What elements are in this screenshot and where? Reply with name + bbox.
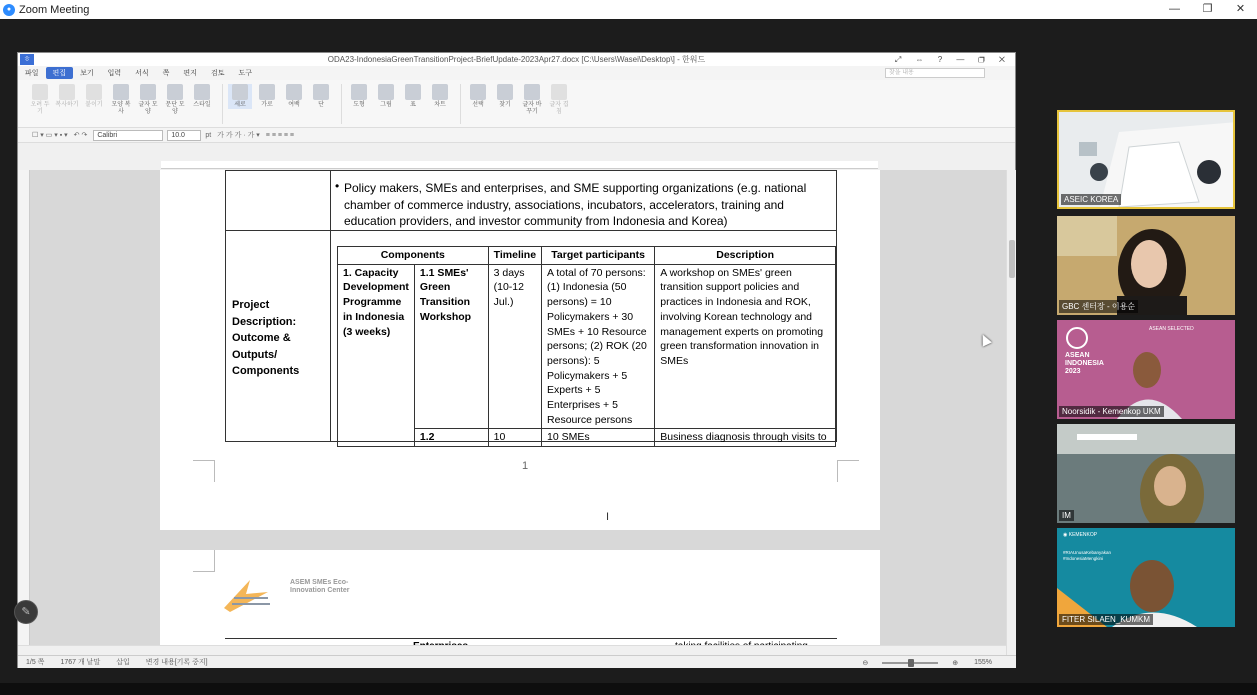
ribbon-tool-icon [470, 84, 486, 100]
ribbon-button[interactable] [82, 84, 106, 109]
page-corner-mark [193, 460, 215, 482]
participant-name: Noorsidik - Kemenkop UKM [1059, 406, 1164, 417]
ribbon-tool-icon [259, 84, 275, 100]
menu-edit[interactable]: 편집 [46, 67, 74, 79]
page-corner-mark [837, 460, 859, 482]
ribbon-button-label: 글자 겹침 [549, 102, 569, 115]
participant-tile-gbc[interactable] [1057, 216, 1235, 315]
header-components: Components [338, 247, 489, 265]
ribbon-button[interactable] [228, 84, 252, 109]
zoom-slider[interactable] [882, 662, 938, 664]
ribbon-button[interactable] [136, 84, 160, 116]
participant-tile-noorsidik[interactable] [1057, 320, 1235, 419]
zoom-level[interactable]: 155% [974, 659, 992, 666]
ribbon-button-label: 오려 두기 [30, 102, 50, 115]
document-area[interactable] [18, 170, 1006, 655]
format-toolbar [18, 128, 1015, 143]
zoom-title-bar [0, 0, 1257, 19]
ribbon-button-label: 글자 모양 [138, 102, 158, 115]
ribbon-tool-icon [378, 84, 394, 100]
asem-logo-mark [220, 574, 272, 614]
ribbon-button[interactable] [55, 84, 79, 109]
ribbon-tool-icon [194, 84, 210, 100]
cell-subcomponent: 1.1 SMEs' Green Transition Workshop [414, 264, 488, 429]
ribbon-tool-icon [351, 84, 367, 100]
horizontal-ruler [161, 161, 878, 169]
ribbon-button-label: 표 [410, 102, 416, 108]
toolbar-file-icons[interactable]: ☐ ▾ ▭ ▾ ▪ ▾ [32, 132, 68, 139]
ribbon-button[interactable] [374, 84, 398, 109]
status-words: 1767 개 낱말 [60, 659, 101, 666]
cell-participants: A total of 70 persons: (1) Indonesia (50 persons) = 10 Policymakers + 30 SMEs + 10 Resource persons; (2) ROK (20 persons): 5 Policymakers + 5 Experts + 5 Enterprises + 5 Resource persons [542, 264, 655, 429]
ribbon-button-label: 세로 [234, 102, 246, 108]
editor-status-bar [18, 655, 1016, 668]
cell-description: Business diagnosis through visits to [655, 429, 836, 447]
ribbon-tool-icon [405, 84, 421, 100]
ribbon-button[interactable] [401, 84, 425, 109]
ribbon-button[interactable] [347, 84, 371, 109]
ribbon-button[interactable] [547, 84, 571, 116]
ribbon-button-label: 여백 [288, 102, 300, 108]
participant-name: ASEIC KOREA [1061, 194, 1121, 205]
ribbon-button[interactable] [109, 84, 133, 116]
menu-mail[interactable]: 편지 [183, 70, 197, 77]
zoom-bottom-bar [0, 683, 1257, 695]
ribbon-separator [222, 84, 223, 124]
table-row-target-groups [225, 170, 837, 230]
ribbon-tool-icon [59, 84, 75, 100]
window-controls [1158, 0, 1257, 19]
participant-tile-im[interactable] [1057, 424, 1235, 523]
asean-banner-caption: ASEAN SELECTED [1149, 326, 1194, 332]
target-groups-text: Policy makers, SMEs and enterprises, and SME supporting organizations (e.g. national chamber of commerce industry, associations, incubators, accelerators, training and education providers, and investor community from Indonesia and Korea) [344, 181, 807, 228]
participant-name: IM [1059, 510, 1074, 521]
ribbon-button[interactable] [28, 84, 52, 116]
cell-participants: 10 SMEs [542, 429, 655, 447]
ribbon-button-label: 문단 모양 [165, 102, 185, 115]
font-size-input[interactable]: 10.0 [167, 130, 201, 141]
ribbon-button-label: 단 [318, 102, 324, 108]
font-name-select[interactable]: Calibri [93, 130, 163, 141]
ribbon-button-label: 선택 [472, 102, 484, 108]
editor-search-input[interactable]: 찾을 내용 [885, 68, 985, 78]
ribbon-button[interactable] [255, 84, 279, 109]
ribbon-tool-icon [432, 84, 448, 100]
menu-insert[interactable]: 입력 [107, 70, 122, 77]
zoom-window-title: Zoom Meeting [19, 3, 90, 16]
menu-tools[interactable]: 도구 [238, 70, 253, 77]
align-icons[interactable]: ≡ ≡ ≡ ≡ ≡ [265, 131, 294, 139]
participant-tile-asiec-korea[interactable] [1057, 110, 1235, 209]
ribbon-button-label: 스타일 [193, 102, 211, 108]
asean-banner-text: ASEAN INDONESIA 2023 [1065, 352, 1104, 375]
text-cursor-icon: I [606, 511, 610, 523]
editor-ribbon [18, 80, 1015, 128]
ribbon-tool-icon [286, 84, 302, 100]
ribbon-button[interactable] [190, 84, 214, 109]
meeting-stage [0, 19, 1257, 683]
editor-menu-bar [18, 66, 1015, 80]
ribbon-button[interactable] [493, 84, 517, 109]
components-table[interactable] [337, 246, 836, 447]
status-page[interactable]: 1/5 쪽 [26, 659, 45, 666]
project-description-label-cell [226, 231, 331, 441]
participant-tile-fiter-silaen[interactable] [1057, 528, 1235, 627]
ribbon-button[interactable] [163, 84, 187, 116]
zoom-out-icon[interactable]: ⊖ [862, 659, 869, 667]
header-timeline: Timeline [488, 247, 541, 265]
cell-description: A workshop on SMEs' green transition support policies and practices in Indonesia and ROK, involving Korean technology and management experts on promoting green transformation innovation in SMEs [655, 264, 836, 429]
vertical-ruler [18, 170, 30, 655]
participant-name: GBC 센터장 - 이용순 [1059, 300, 1138, 313]
participant-name: FITER SILAEN_KUMKM [1059, 614, 1153, 625]
horizontal-scrollbar[interactable] [18, 645, 1006, 655]
ribbon-tool-icon [140, 84, 156, 100]
status-track[interactable]: 변경 내용[기록 중지] [145, 659, 208, 666]
ribbon-separator [460, 84, 461, 124]
text-style-icons[interactable]: 가 가 가 · 가 ▾ [217, 132, 260, 139]
menu-page[interactable]: 쪽 [162, 70, 170, 77]
ribbon-button-label: 도형 [353, 102, 365, 108]
status-mode[interactable]: 삽입 [116, 659, 130, 666]
annotate-pen-icon[interactable]: ✎ [14, 600, 38, 624]
document-page-2 [160, 550, 880, 655]
hwp-app-icon: ㅎ [20, 54, 34, 65]
ribbon-tool-icon [232, 84, 248, 100]
ribbon-button[interactable] [428, 84, 452, 109]
project-description-label: Project Description: Outcome & Outputs/ Components [232, 299, 300, 377]
editor-document-title: ODA23-IndonesiaGreenTransitionProject-BriefUpdate-2023Apr27.docx [C:\Users\Wasei\Desktop\] - 한워드 [327, 55, 706, 64]
shared-screen-editor-window[interactable] [17, 52, 1016, 668]
ribbon-tool-icon [86, 84, 102, 100]
ribbon-tool-icon [551, 84, 567, 100]
ribbon-button-label: 가로 [261, 102, 273, 108]
video-hijab-scene [1057, 424, 1235, 523]
asem-logo-text: ASEM SMEs Eco-Innovation Center [290, 579, 350, 594]
ribbon-tool-icon [167, 84, 183, 100]
header-target-participants: Target participants [542, 247, 655, 265]
ribbon-tool-icon [313, 84, 329, 100]
menu-file[interactable]: 파일 [25, 70, 39, 77]
ribbon-button-label: 그림 [380, 102, 392, 108]
font-size-unit[interactable]: pt [205, 131, 212, 139]
cell-subcomponent: 1.2 [414, 429, 488, 447]
document-page-1 [160, 170, 880, 530]
ribbon-button-label: 모양 복사 [111, 102, 131, 115]
table-header-row [338, 247, 836, 265]
ribbon-button[interactable] [466, 84, 490, 109]
asem-logo [220, 570, 360, 620]
ribbon-button[interactable] [282, 84, 306, 109]
menu-review[interactable]: 검토 [210, 70, 225, 77]
project-description-block [225, 230, 837, 442]
editor-window-controls[interactable]: ⤢ ⇔ ? — ❐ ✕ [894, 55, 1011, 64]
ribbon-button[interactable] [309, 84, 333, 109]
cell-timeline: 10 [488, 429, 541, 447]
zoom-control[interactable] [854, 656, 1000, 669]
maximize-button[interactable]: ❐ [1202, 3, 1213, 15]
menu-format[interactable]: 서식 [135, 70, 149, 77]
kemenkop-logo-text: ◉ KEMENKOP [1063, 532, 1098, 538]
ribbon-tool-icon [497, 84, 513, 100]
vertical-scrollbar[interactable] [1006, 170, 1016, 655]
ribbon-button-label: 붙이기 [85, 102, 103, 108]
ribbon-tool-icon [524, 84, 540, 100]
ribbon-separator [341, 84, 342, 124]
table-row [338, 264, 836, 429]
minimize-button[interactable]: — [1169, 3, 1180, 15]
editor-title-bar [18, 53, 1015, 66]
undo-redo-icons[interactable]: ↶ ↷ [73, 132, 88, 139]
zoom-logo-icon: ● [3, 4, 15, 16]
close-button[interactable]: ✕ [1235, 3, 1246, 15]
page-number: 1 [522, 460, 529, 472]
cell-timeline: 3 days (10-12 Jul.) [488, 264, 541, 429]
cell-component: 1. Capacity Development Programme in Indonesia (3 weeks) [338, 264, 415, 446]
page-corner-mark [193, 550, 215, 572]
header-description: Description [655, 247, 836, 265]
ribbon-button-label: 글자 바꾸기 [522, 102, 542, 115]
ribbon-button[interactable] [520, 84, 544, 116]
hashtag-text: #RIAUnusaKebanyakan #IndonesiaMengkini [1063, 550, 1112, 561]
zoom-in-icon[interactable]: ⊕ [952, 659, 959, 667]
bullet-icon: • [335, 179, 340, 193]
ribbon-tool-icon [32, 84, 48, 100]
ribbon-button-label: 찾기 [499, 102, 511, 108]
ribbon-tool-icon [113, 84, 129, 100]
video-man-blue-scene [1057, 528, 1235, 627]
ribbon-button-label: 복사하기 [55, 102, 79, 108]
ribbon-button-label: 차트 [434, 102, 446, 108]
menu-view[interactable]: 보기 [80, 70, 94, 77]
